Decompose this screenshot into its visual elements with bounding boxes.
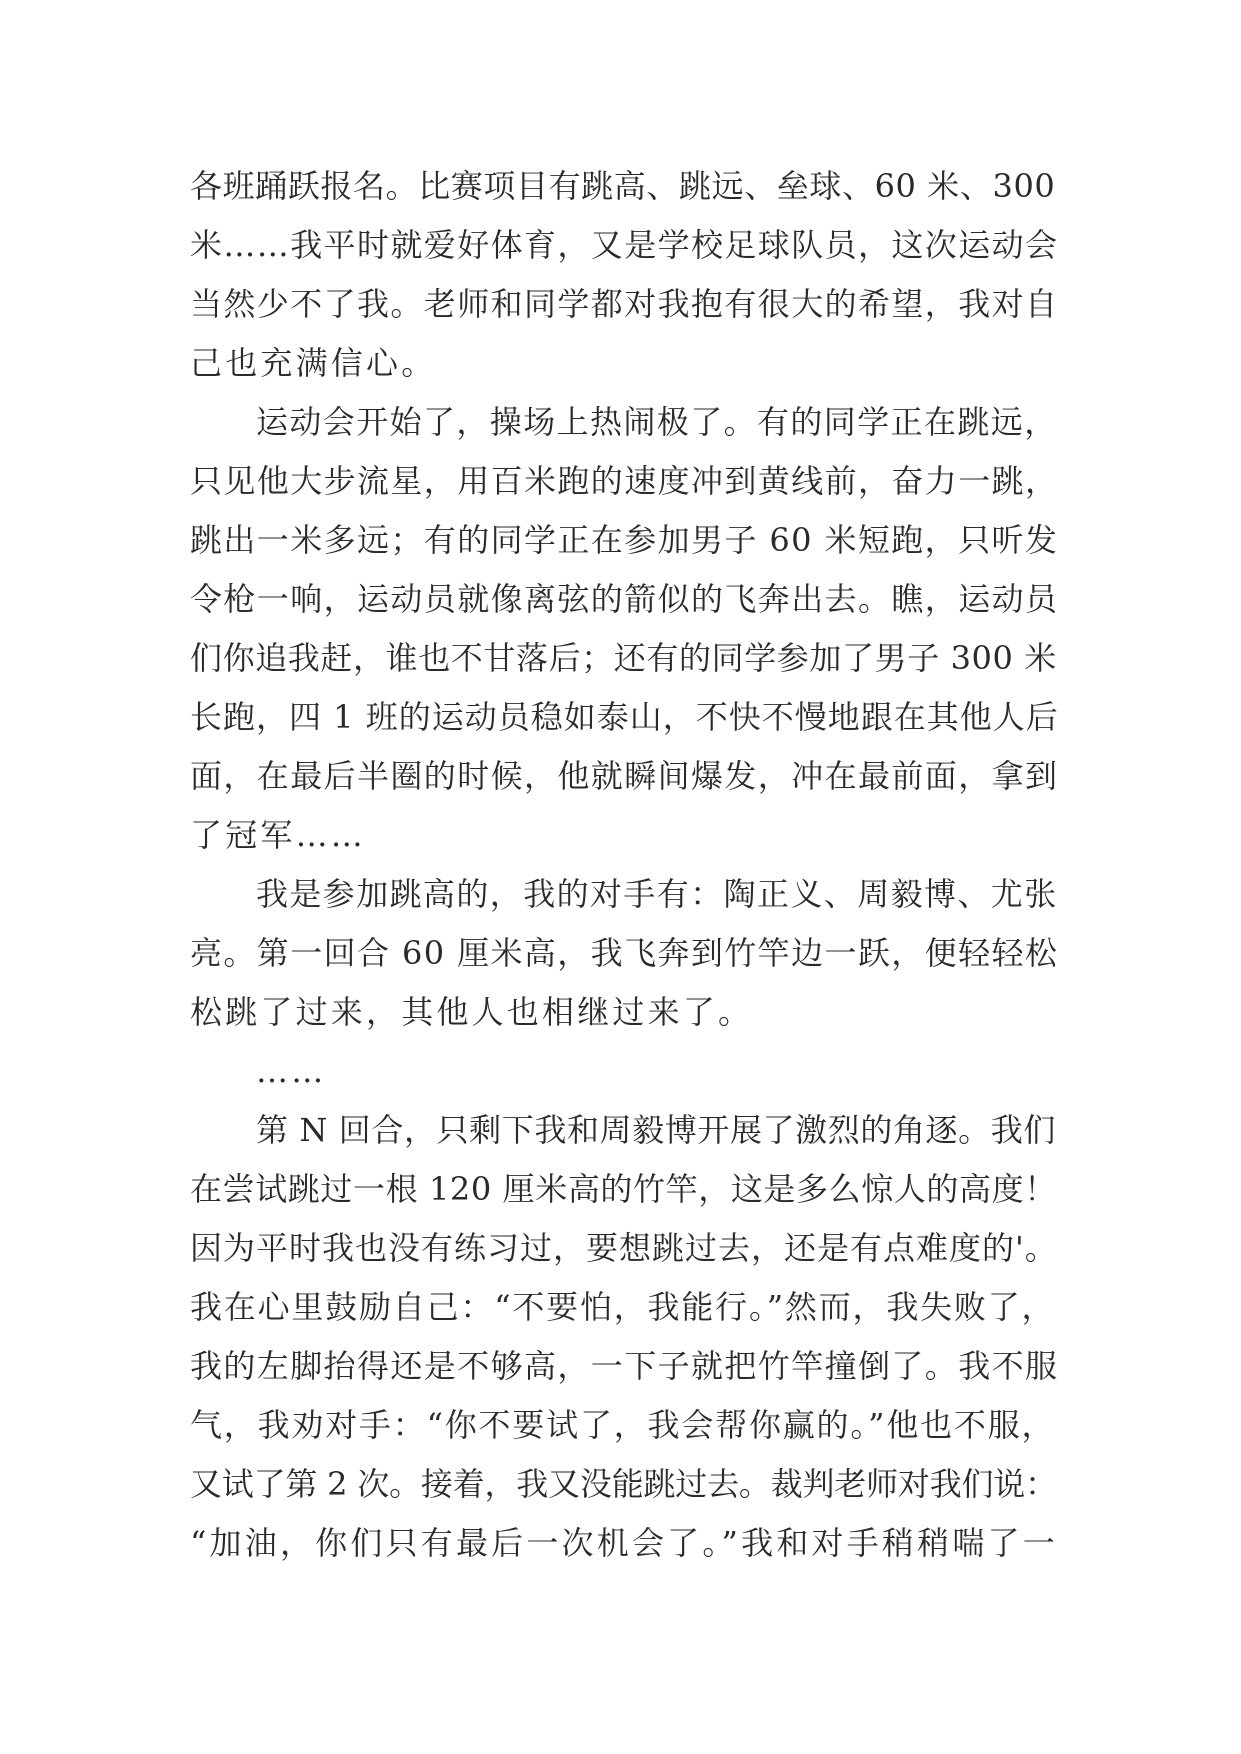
- text-line: 各班踊跃报名。比赛项目有跳高、跳远、垒球、60 米、300: [190, 167, 1056, 205]
- text-line: 松跳了过来，其他人也相继过来了。: [190, 993, 754, 1031]
- text-line: 在尝试跳过一根 120 厘米高的竹竿，这是多么惊人的高度！: [190, 1170, 1057, 1208]
- text-line: 己也充满信心。: [190, 344, 437, 382]
- text-line: 米……我平时就爱好体育，又是学校足球队员，这次运动会: [190, 226, 1059, 264]
- essay-body: [190, 157, 1060, 1573]
- paragraph-start-line: 运动会开始了，操场上热闹极了。有的同学正在跳远，: [256, 403, 1058, 441]
- text-line: “加油，你们只有最后一次机会了。”我和对手稍稍喘了一: [190, 1524, 1058, 1562]
- text-line: 面，在最后半圈的时候，他就瞬间爆发，冲在最前面，拿到: [190, 757, 1059, 795]
- text-line: 我的左脚抬得还是不够高，一下子就把竹竿撞倒了。我不服: [190, 1347, 1059, 1385]
- text-line: 因为平时我也没有练习过，要想跳过去，还是有点难度的'。: [190, 1229, 1058, 1267]
- paragraph-start-line: 我是参加跳高的，我的对手有：陶正义、周毅博、尤张: [256, 875, 1058, 913]
- text-line: 跳出一米多远；有的同学正在参加男子 60 米短跑，只听发: [190, 521, 1059, 559]
- text-line: 我在心里鼓励自己：“不要怕，我能行。”然而，我失败了，: [190, 1288, 1056, 1326]
- ellipsis-line: ……: [256, 1052, 327, 1090]
- text-line: 只见他大步流星，用百米跑的速度冲到黄线前，奋力一跳，: [190, 462, 1059, 500]
- text-line: 当然少不了我。老师和同学都对我抱有很大的希望，我对自: [190, 285, 1059, 323]
- text-line: 气，我劝对手：“你不要试了，我会帮你赢的。”他也不服，: [190, 1406, 1056, 1444]
- text-line: 又试了第 2 次。接着，我又没能跳过去。裁判老师对我们说：: [190, 1465, 1057, 1503]
- text-line: 亮。第一回合 60 厘米高，我飞奔到竹竿边一跃，便轻轻松: [190, 934, 1059, 972]
- paragraph-start-line: 第 N 回合，只剩下我和周毅博开展了激烈的角逐。我们: [256, 1111, 1056, 1149]
- text-line: 了冠军……: [190, 816, 367, 854]
- text-line: 令枪一响，运动员就像离弦的箭似的飞奔出去。瞧，运动员: [190, 580, 1059, 618]
- text-line: 们你追我赶，谁也不甘落后；还有的同学参加了男子 300 米: [190, 639, 1057, 677]
- text-line: 长跑，四 1 班的运动员稳如泰山，不快不慢地跟在其他人后: [190, 698, 1059, 736]
